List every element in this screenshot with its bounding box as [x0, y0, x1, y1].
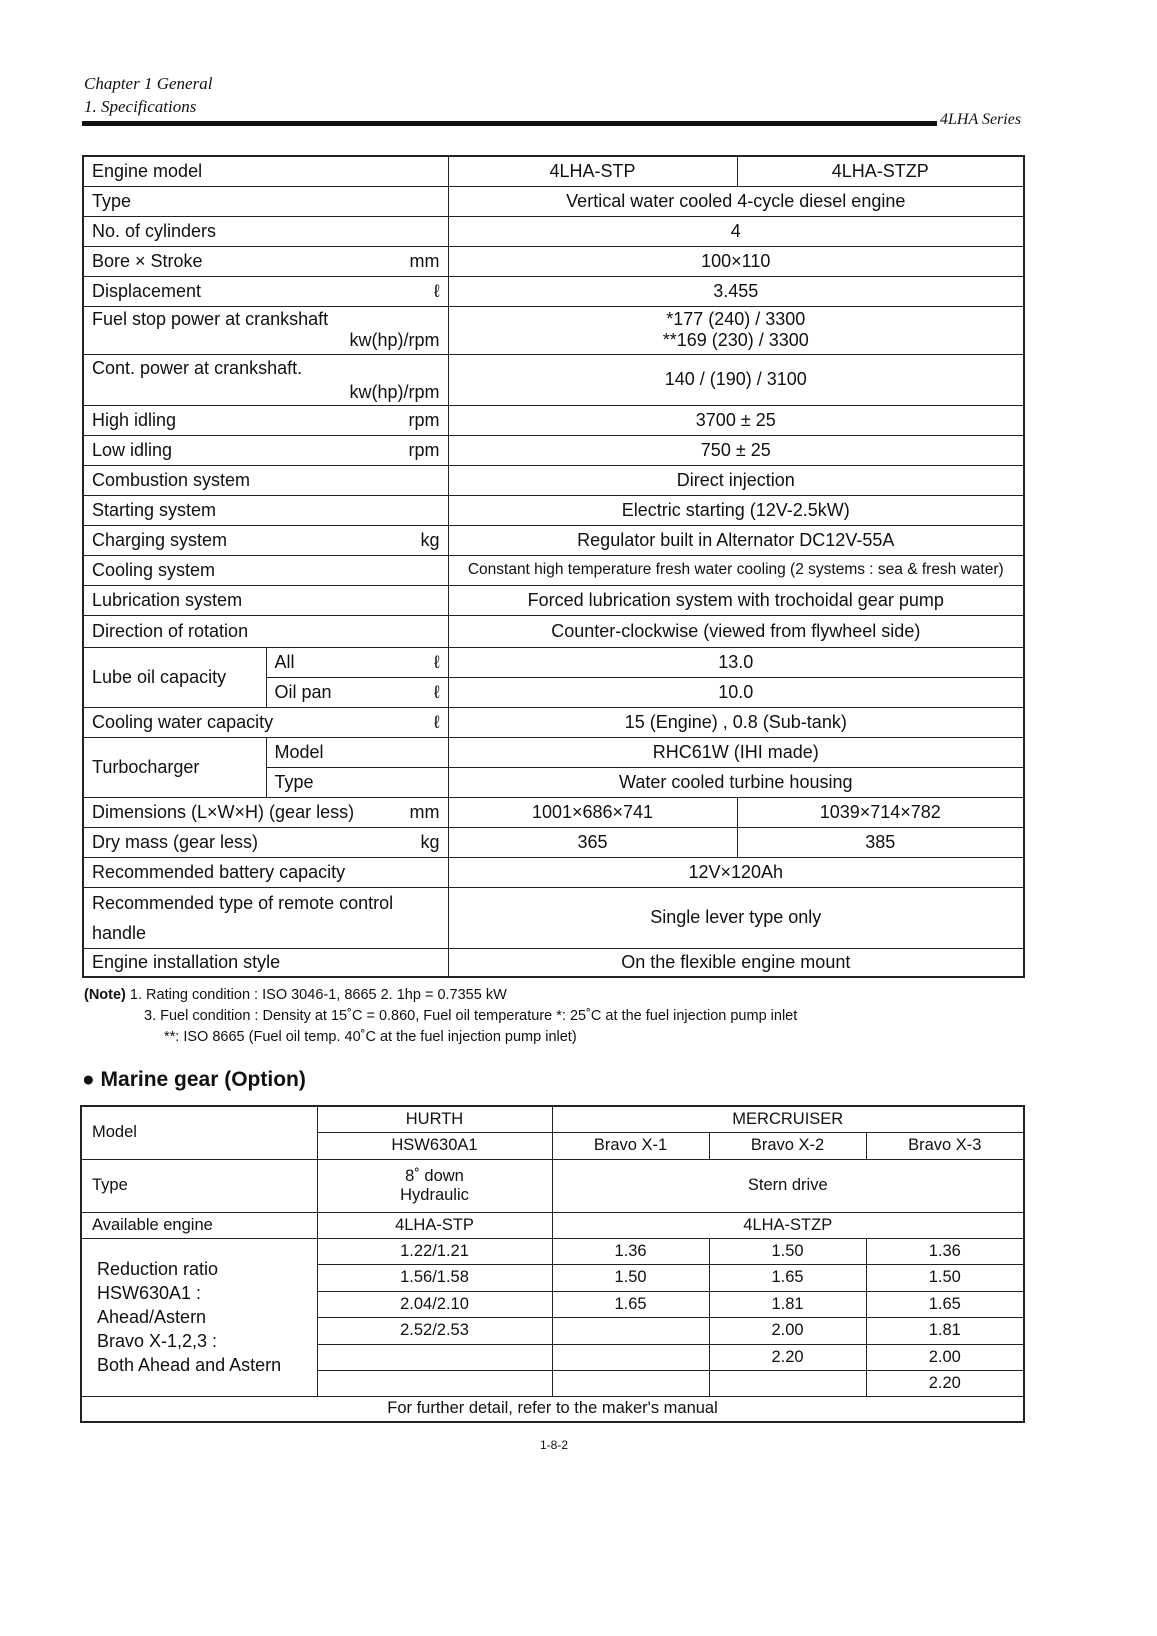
- spec-row: [83, 555, 1024, 585]
- row-unit: kg: [420, 529, 440, 550]
- battery-value: 12V×120Ah: [448, 857, 1024, 887]
- ratio-cell: 1.50: [709, 1238, 866, 1265]
- ratio-cell: [709, 1371, 866, 1397]
- header-rule: [82, 121, 937, 126]
- spec-row: [83, 525, 1024, 555]
- row-label-cell: [83, 495, 448, 525]
- row-label-cell: [83, 276, 448, 306]
- mercruiser-label: MERCRUISER: [552, 1106, 1024, 1132]
- row-label: Cooling water capacity: [92, 711, 274, 732]
- row-value-cell: [448, 405, 1024, 435]
- note-2: 3. Fuel condition : Density at 15˚C = 0.860, Fuel oil temperature *: 25˚C at the fuel injection pump inlet: [144, 1008, 798, 1024]
- row-value: Forced lubrication system with trochoidal gear pump: [527, 589, 944, 610]
- spec-row: [83, 707, 1024, 737]
- row-unit: ℓ: [433, 280, 440, 301]
- lube-all-value: 13.0: [448, 647, 1024, 677]
- row-label-cell: [83, 186, 448, 216]
- spec-row: [83, 216, 1024, 246]
- gear-row: [81, 1238, 1024, 1265]
- row-value: 4: [730, 220, 741, 241]
- marine-gear-heading: ● Marine gear (Option): [82, 1068, 306, 1091]
- row-label: Oil pan: [274, 681, 332, 702]
- row-value: 3.455: [713, 280, 759, 301]
- ratio-cell: 1.81: [709, 1291, 866, 1318]
- ratio-cell: 1.65: [552, 1291, 709, 1318]
- row-value-cell: [448, 216, 1024, 246]
- spec-row: [83, 156, 1024, 186]
- type-label: Type: [81, 1159, 317, 1212]
- spec-row: [83, 948, 1024, 977]
- notes: [84, 985, 797, 1048]
- row-label: Dry mass (gear less): [92, 831, 259, 852]
- model-label: Model: [81, 1106, 317, 1159]
- ratio-cell: [552, 1344, 709, 1371]
- row-label-cell: [83, 354, 448, 405]
- bravo-x1: Bravo X-1: [552, 1132, 709, 1159]
- bravo-x2: Bravo X-2: [709, 1132, 866, 1159]
- row-value-cell: [448, 525, 1024, 555]
- dry-stp: 365: [448, 827, 737, 857]
- remote-label-2: handle: [92, 922, 147, 943]
- row-label: Low idling: [92, 439, 173, 460]
- spec-row: [83, 405, 1024, 435]
- row-value-cell: [448, 186, 1024, 216]
- ratio-cell: 1.65: [709, 1265, 866, 1292]
- spec-row: [83, 647, 1024, 677]
- row-value-cell: [448, 495, 1024, 525]
- ratio-label-line: Reduction ratio: [97, 1259, 219, 1280]
- ratio-cell: [552, 1371, 709, 1397]
- hurth-label: HURTH: [317, 1106, 552, 1132]
- spec-row: [83, 827, 1024, 857]
- row-label-cell: [83, 216, 448, 246]
- row-value: 3700 ± 25: [695, 409, 776, 430]
- row-label: Starting system: [92, 499, 217, 520]
- ratio-cell: 1.56/1.58: [317, 1265, 552, 1292]
- row-value-cell: [448, 555, 1024, 585]
- row-value: 100×110: [701, 250, 771, 271]
- ratio-cell: 2.00: [709, 1318, 866, 1345]
- gear-row: [81, 1106, 1024, 1132]
- row-value: Direct injection: [676, 469, 795, 490]
- engine-model-label: Engine model: [83, 156, 448, 186]
- dims-stp: 1001×686×741: [448, 797, 737, 827]
- row-unit: mm: [409, 250, 440, 271]
- gear-row: [81, 1159, 1024, 1212]
- row-label: Cooling system: [92, 559, 216, 580]
- row-label: Bore × Stroke: [92, 250, 203, 271]
- row-value: 750 ± 25: [700, 439, 771, 460]
- available-hurth: 4LHA-STP: [317, 1212, 552, 1238]
- page-number: 1-8-2: [540, 1438, 569, 1452]
- spec-row: [83, 306, 1024, 354]
- row-label-cell: [83, 555, 448, 585]
- row-value-cell: [448, 306, 1024, 354]
- remote-label: Recommended type of remote control: [92, 892, 394, 913]
- ratio-cell: 1.50: [866, 1265, 1024, 1292]
- row-value-cell: [448, 615, 1024, 647]
- ratio-cell: 1.81: [866, 1318, 1024, 1345]
- row-value: Vertical water cooled 4-cycle diesel engine: [566, 190, 906, 211]
- gear-row: [81, 1397, 1024, 1422]
- row-label-cell: [83, 585, 448, 615]
- turbo-type-label: Type: [266, 767, 448, 797]
- spec-table: [82, 155, 1025, 978]
- model-stzp: 4LHA-STZP: [737, 156, 1024, 186]
- spec-row: [83, 737, 1024, 767]
- row-value-cell: [448, 465, 1024, 495]
- model-stp: 4LHA-STP: [448, 156, 737, 186]
- spec-row: [83, 276, 1024, 306]
- ratio-cell: 2.52/2.53: [317, 1318, 552, 1345]
- available-engine-label: Available engine: [81, 1212, 317, 1238]
- ratio-cell: 1.36: [552, 1238, 709, 1265]
- cooling-water-value: 15 (Engine) , 0.8 (Sub-tank): [448, 707, 1024, 737]
- row-value: Counter-clockwise (viewed from flywheel side): [551, 620, 921, 641]
- row-label: All: [274, 651, 295, 672]
- row-label-cell: [83, 525, 448, 555]
- row-label: No. of cylinders: [92, 220, 217, 241]
- row-value-cell: [448, 585, 1024, 615]
- spec-row: [83, 435, 1024, 465]
- spec-row: [83, 857, 1024, 887]
- spec-row: [83, 797, 1024, 827]
- note-1: 1. Rating condition : ISO 3046-1, 8665 2. 1hp = 0.7355 kW: [129, 987, 507, 1003]
- ratio-label-line: Bravo X-1,2,3 :: [97, 1331, 218, 1352]
- turbo-model-label: Model: [266, 737, 448, 767]
- row-label: Direction of rotation: [92, 620, 249, 641]
- ratio-cell: 1.22/1.21: [317, 1238, 552, 1265]
- row-label-cell: [83, 405, 448, 435]
- row-label: Lubrication system: [92, 589, 243, 610]
- dry-stzp: 385: [737, 827, 1024, 857]
- install-label: Engine installation style: [83, 948, 448, 977]
- ratio-cell: [552, 1318, 709, 1345]
- row-label: Type: [92, 190, 132, 211]
- type-mercruiser: Stern drive: [552, 1159, 1024, 1212]
- row-unit: kw(hp)/rpm: [349, 330, 440, 350]
- ratio-cell: 1.65: [866, 1291, 1024, 1318]
- row-label: Combustion system: [92, 469, 251, 490]
- hurth-model: HSW630A1: [317, 1132, 552, 1159]
- spec-row: [83, 585, 1024, 615]
- marine-gear-table: [80, 1105, 1025, 1423]
- row-value-cell: [448, 276, 1024, 306]
- lube-oilpan-value: 10.0: [448, 677, 1024, 707]
- type-hurth-2: Hydraulic: [400, 1185, 469, 1204]
- install-value: On the flexible engine mount: [448, 948, 1024, 977]
- chapter-title: Chapter 1 General: [84, 74, 213, 93]
- ratio-label-line: HSW630A1 :: [97, 1283, 202, 1304]
- row-label: Dimensions (L×W×H) (gear less): [92, 801, 355, 822]
- turbo-label: Turbocharger: [83, 737, 266, 797]
- ratio-label-line: Both Ahead and Astern: [97, 1355, 282, 1376]
- row-label-cell: [83, 435, 448, 465]
- ratio-label-line: Ahead/Astern: [97, 1307, 207, 1328]
- row-label-cell: [83, 306, 448, 354]
- ratio-cell: [317, 1371, 552, 1397]
- row-label-cell: [83, 246, 448, 276]
- dims-stzp: 1039×714×782: [737, 797, 1024, 827]
- spec-row: [83, 465, 1024, 495]
- row-value-cell: [448, 246, 1024, 276]
- ratio-cell: 2.20: [709, 1344, 866, 1371]
- row-value: Constant high temperature fresh water cooling (2 systems : sea & fresh water): [467, 561, 1004, 578]
- bravo-x3: Bravo X-3: [866, 1132, 1024, 1159]
- spec-row: [83, 887, 1024, 948]
- available-mercruiser: 4LHA-STZP: [552, 1212, 1024, 1238]
- row-unit: rpm: [408, 439, 440, 460]
- row-label: Cont. power at crankshaft.: [92, 357, 303, 378]
- footer-note: For further detail, refer to the maker's manual: [81, 1397, 1024, 1422]
- gear-row: [81, 1212, 1024, 1238]
- spec-row: [83, 495, 1024, 525]
- row-label: Fuel stop power at crankshaft: [92, 309, 329, 329]
- row-label: High idling: [92, 409, 177, 430]
- row-unit: ℓ: [433, 651, 440, 672]
- row-value: Electric starting (12V-2.5kW): [621, 499, 850, 520]
- row-label-cell: [83, 615, 448, 647]
- ratio-cell: 1.36: [866, 1238, 1024, 1265]
- row-unit: kw(hp)/rpm: [349, 381, 440, 402]
- value-line: *177 (240) / 3300: [666, 309, 806, 329]
- row-value-cell: [448, 354, 1024, 405]
- turbo-type-value: Water cooled turbine housing: [448, 767, 1024, 797]
- lube-label: Lube oil capacity: [83, 647, 266, 707]
- spec-row: [83, 354, 1024, 405]
- row-value: Regulator built in Alternator DC12V-55A: [577, 529, 895, 550]
- row-value-cell: [448, 435, 1024, 465]
- section-title: 1. Specifications: [84, 97, 197, 116]
- ratio-cell: 2.04/2.10: [317, 1291, 552, 1318]
- row-unit: mm: [409, 801, 440, 822]
- ratio-cell: 1.50: [552, 1265, 709, 1292]
- row-unit: ℓ: [433, 711, 440, 732]
- row-unit: kg: [420, 831, 440, 852]
- spec-row: [83, 246, 1024, 276]
- turbo-model-value: RHC61W (IHI made): [448, 737, 1024, 767]
- series-label: 4LHA Series: [940, 111, 1022, 128]
- remote-value: Single lever type only: [448, 887, 1024, 948]
- row-value: 140 / (190) / 3100: [664, 369, 807, 389]
- note-tag: (Note): [84, 987, 126, 1003]
- row-label: Displacement: [92, 280, 202, 301]
- spec-row: [83, 615, 1024, 647]
- value-line: **169 (230) / 3300: [662, 330, 809, 350]
- ratio-cell: 2.20: [866, 1371, 1024, 1397]
- row-unit: rpm: [408, 409, 440, 430]
- row-label: Charging system: [92, 529, 228, 550]
- battery-label: Recommended battery capacity: [83, 857, 448, 887]
- reduction-ratio-label: [81, 1238, 317, 1397]
- type-hurth-1: 8˚ down: [405, 1166, 464, 1185]
- row-unit: ℓ: [433, 681, 440, 702]
- ratio-cell: 2.00: [866, 1344, 1024, 1371]
- row-label-cell: [83, 465, 448, 495]
- spec-row: [83, 186, 1024, 216]
- ratio-cell: [317, 1344, 552, 1371]
- note-3: **: ISO 8665 (Fuel oil temp. 40˚C at the fuel injection pump inlet): [164, 1029, 577, 1045]
